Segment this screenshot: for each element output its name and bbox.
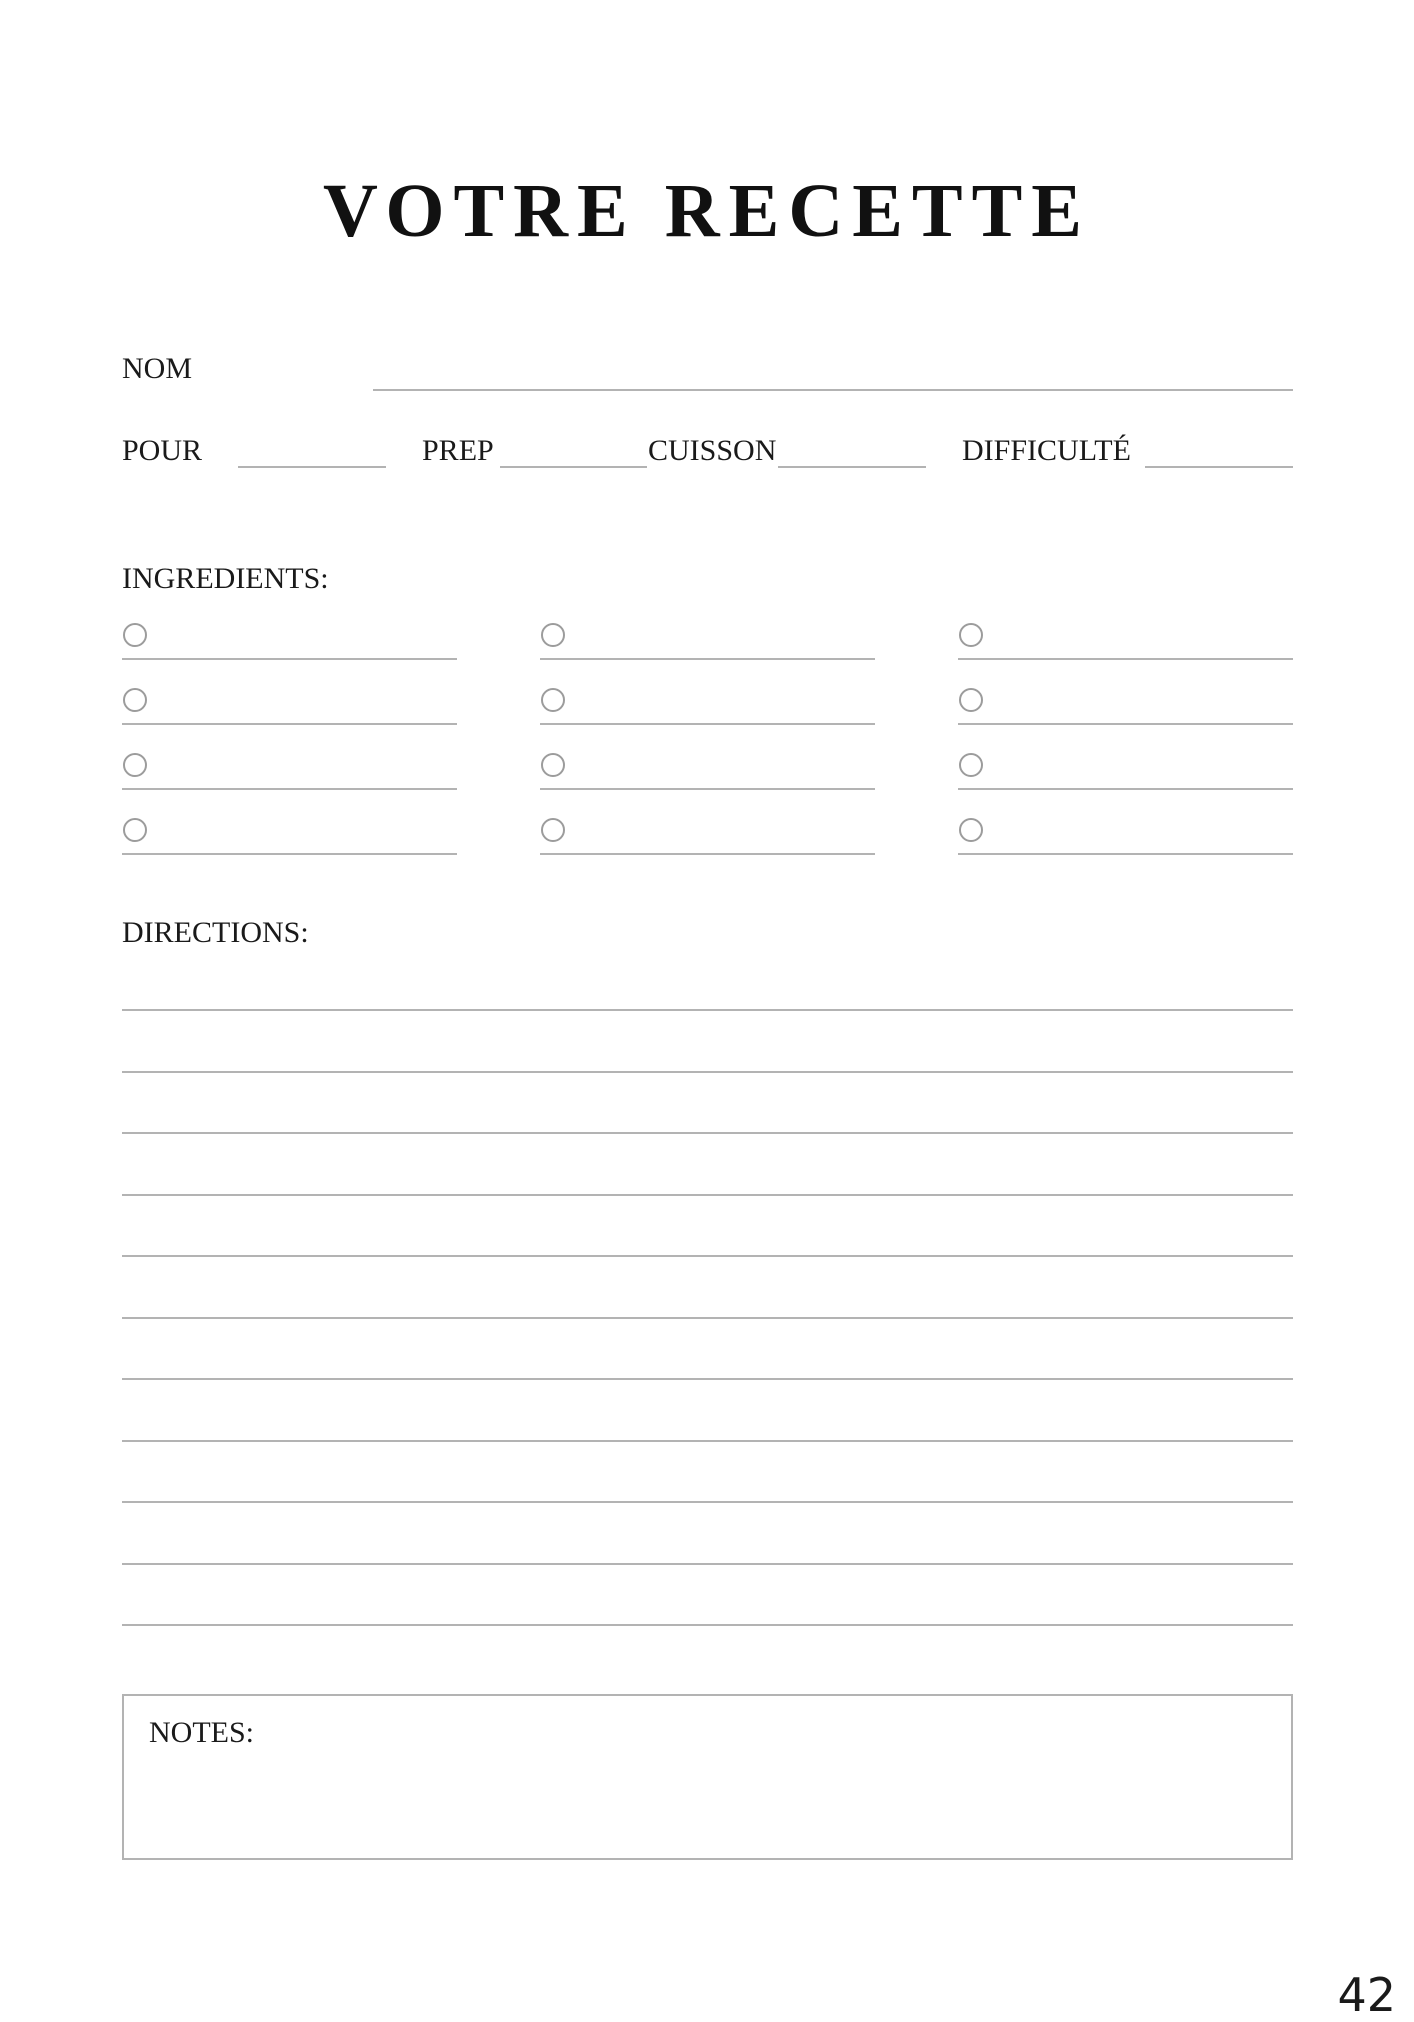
ingredient-line[interactable] — [540, 853, 875, 855]
ingredient-checkbox[interactable] — [123, 688, 147, 712]
page-title: VOTRE RECETTE — [323, 169, 1091, 253]
ingredient-checkbox[interactable] — [123, 753, 147, 777]
difficulte-label: DIFFICULTÉ — [962, 434, 1131, 467]
pour-label: POUR — [122, 434, 203, 467]
nom-field[interactable] — [373, 389, 1293, 391]
ingredient-checkbox[interactable] — [541, 753, 565, 777]
ingredient-checkbox[interactable] — [959, 623, 983, 647]
directions-line[interactable] — [122, 1194, 1293, 1196]
ingredient-checkbox[interactable] — [541, 688, 565, 712]
cuisson-field[interactable] — [778, 466, 926, 468]
ingredient-line[interactable] — [958, 788, 1293, 790]
directions-line[interactable] — [122, 1009, 1293, 1011]
ingredient-checkbox[interactable] — [123, 818, 147, 842]
directions-line[interactable] — [122, 1255, 1293, 1257]
ingredient-line[interactable] — [122, 723, 457, 725]
cuisson-label: CUISSON — [648, 434, 777, 467]
notes-label: NOTES: — [149, 1716, 254, 1749]
ingredient-line[interactable] — [958, 723, 1293, 725]
ingredient-line[interactable] — [958, 853, 1293, 855]
pour-field[interactable] — [238, 466, 386, 468]
directions-line[interactable] — [122, 1317, 1293, 1319]
notes-box[interactable] — [122, 1694, 1293, 1860]
prep-field[interactable] — [500, 466, 647, 468]
ingredient-line[interactable] — [540, 788, 875, 790]
ingredient-checkbox[interactable] — [123, 623, 147, 647]
difficulte-field[interactable] — [1145, 466, 1293, 468]
directions-line[interactable] — [122, 1501, 1293, 1503]
ingredient-checkbox[interactable] — [959, 753, 983, 777]
ingredient-checkbox[interactable] — [541, 623, 565, 647]
ingredient-line[interactable] — [540, 658, 875, 660]
page-number: 42 — [1337, 1968, 1396, 2022]
ingredient-checkbox[interactable] — [959, 688, 983, 712]
directions-line[interactable] — [122, 1071, 1293, 1073]
ingredient-checkbox[interactable] — [541, 818, 565, 842]
ingredient-line[interactable] — [122, 658, 457, 660]
prep-label: PREP — [422, 434, 494, 467]
directions-line[interactable] — [122, 1378, 1293, 1380]
ingredient-checkbox[interactable] — [959, 818, 983, 842]
ingredient-line[interactable] — [958, 658, 1293, 660]
ingredient-line[interactable] — [122, 788, 457, 790]
directions-line[interactable] — [122, 1440, 1293, 1442]
ingredient-line[interactable] — [122, 853, 457, 855]
ingredient-line[interactable] — [540, 723, 875, 725]
directions-line[interactable] — [122, 1132, 1293, 1134]
ingredients-heading: INGREDIENTS: — [122, 562, 329, 595]
nom-label: NOM — [122, 352, 193, 385]
directions-heading: DIRECTIONS: — [122, 916, 309, 949]
directions-line[interactable] — [122, 1563, 1293, 1565]
directions-line[interactable] — [122, 1624, 1293, 1626]
